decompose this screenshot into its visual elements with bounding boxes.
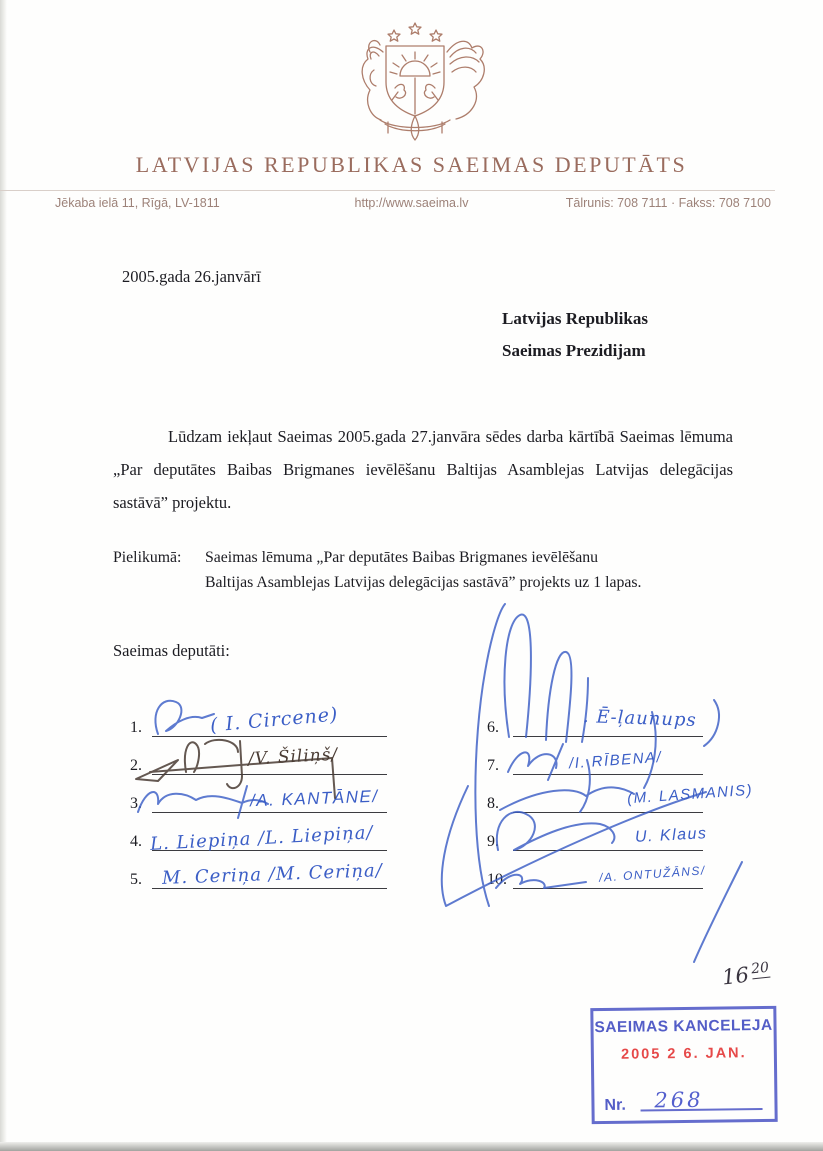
signature-number: 4. [130,833,142,850]
signature-name: . Ē-ļaunups [582,706,698,731]
letterhead-contact-row [0,196,823,214]
signature-row [487,825,708,851]
signature-number: 9. [487,833,499,850]
time-note-hours: 16 [720,962,751,990]
letterhead-divider [0,190,775,191]
signature-number: 8. [487,795,499,812]
stamp-title: SAEIMAS KANCELEJA [594,1016,773,1037]
attachment-line-1: Saeimas lēmuma „Par deputātes Baibas Brigmanes ievēlēšanu [205,549,599,566]
letterhead-phone: Tālrunis: 708 7111 · Fakss: 708 7100 [565,196,771,210]
signature-row [487,748,707,775]
handwritten-time-note [721,960,771,990]
signature-name: U. Klaus [634,825,708,846]
signature-name: /I. RĪBENA/ [568,748,663,773]
time-note-minutes: 20 [750,959,770,978]
signature-line [513,888,703,889]
signature-line [513,774,703,775]
signature-name: /A. ONTUŽĀNS/ [598,863,707,885]
signature-name: L. Liepiņa /L. Liepiņa/ [149,822,374,855]
signature-line [513,850,703,851]
attachment-label: Pielikumā: [113,549,182,566]
recipient-block [502,303,648,367]
signature-row [130,703,390,737]
signature-row [130,786,390,813]
signature-row [130,860,390,889]
recipient-line-2: Saeimas Prezidijam [502,341,646,360]
latvia-coat-of-arms-icon [340,22,490,142]
letterhead-address: Jēkaba ielā 11, Rīgā, LV-1811 [55,196,220,210]
signature-name: ( I. Circene) [209,703,340,737]
stamp-nr-label: Nr. [604,1096,626,1114]
signature-line [513,812,703,813]
signature-name: /V. Šiliņš/ [247,744,339,770]
attachment-block [113,545,733,595]
signature-line [152,812,387,813]
signature-line [513,736,703,737]
signature-number: 10. [487,871,507,888]
letterhead-title: LATVIJAS REPUBLIKAS SAEIMAS DEPUTĀTS [135,152,688,177]
signature-row [487,706,707,737]
signature-line [152,774,387,775]
attachment-line-2: Baltijas Asamblejas Latvijas delegācijas sastāvā” projekts uz 1 lapas. [205,574,642,591]
letterhead-website: http://www.saeima.lv [354,196,469,210]
signature-name: (M. LASMANIS) [626,781,754,808]
signature-row [130,744,390,775]
stamp-date: 2005 2 6. JAN. [620,1045,747,1063]
signature-number: 2. [130,757,142,774]
signature-row [487,781,754,813]
chancellery-stamp [590,1006,777,1124]
letter-body-paragraph: Lūdzam iekļaut Saeimas 2005.gada 27.janvāra sēdes darba kārtībā Saeimas lēmuma „Par deputātes Baibas Brigmanes ievēlēšanu Baltijas Asamblejas Latvijas delegācijas sastāvā” projektu. [113,427,733,512]
letter-date: 2005.gada 26.janvārī [122,267,261,286]
signature-number: 5. [130,871,142,888]
signature-number: 6. [487,719,499,736]
signature-name: M. Ceriņa /M. Ceriņa/ [161,860,384,889]
signature-name: /A. KANTĀNE/ [249,786,379,811]
signature-number: 1. [130,719,142,736]
deputies-label: Saeimas deputāti: [113,641,230,660]
signature-row [130,822,390,855]
signature-line [152,736,387,737]
scan-edge-bottom [0,1142,823,1151]
signature-number: 7. [487,757,499,774]
recipient-line-1: Latvijas Republikas [502,309,648,328]
stamp-nr-value: 268 [654,1087,704,1113]
signature-number: 3. [130,795,142,812]
signature-row [487,863,707,889]
signature-line [152,888,387,889]
